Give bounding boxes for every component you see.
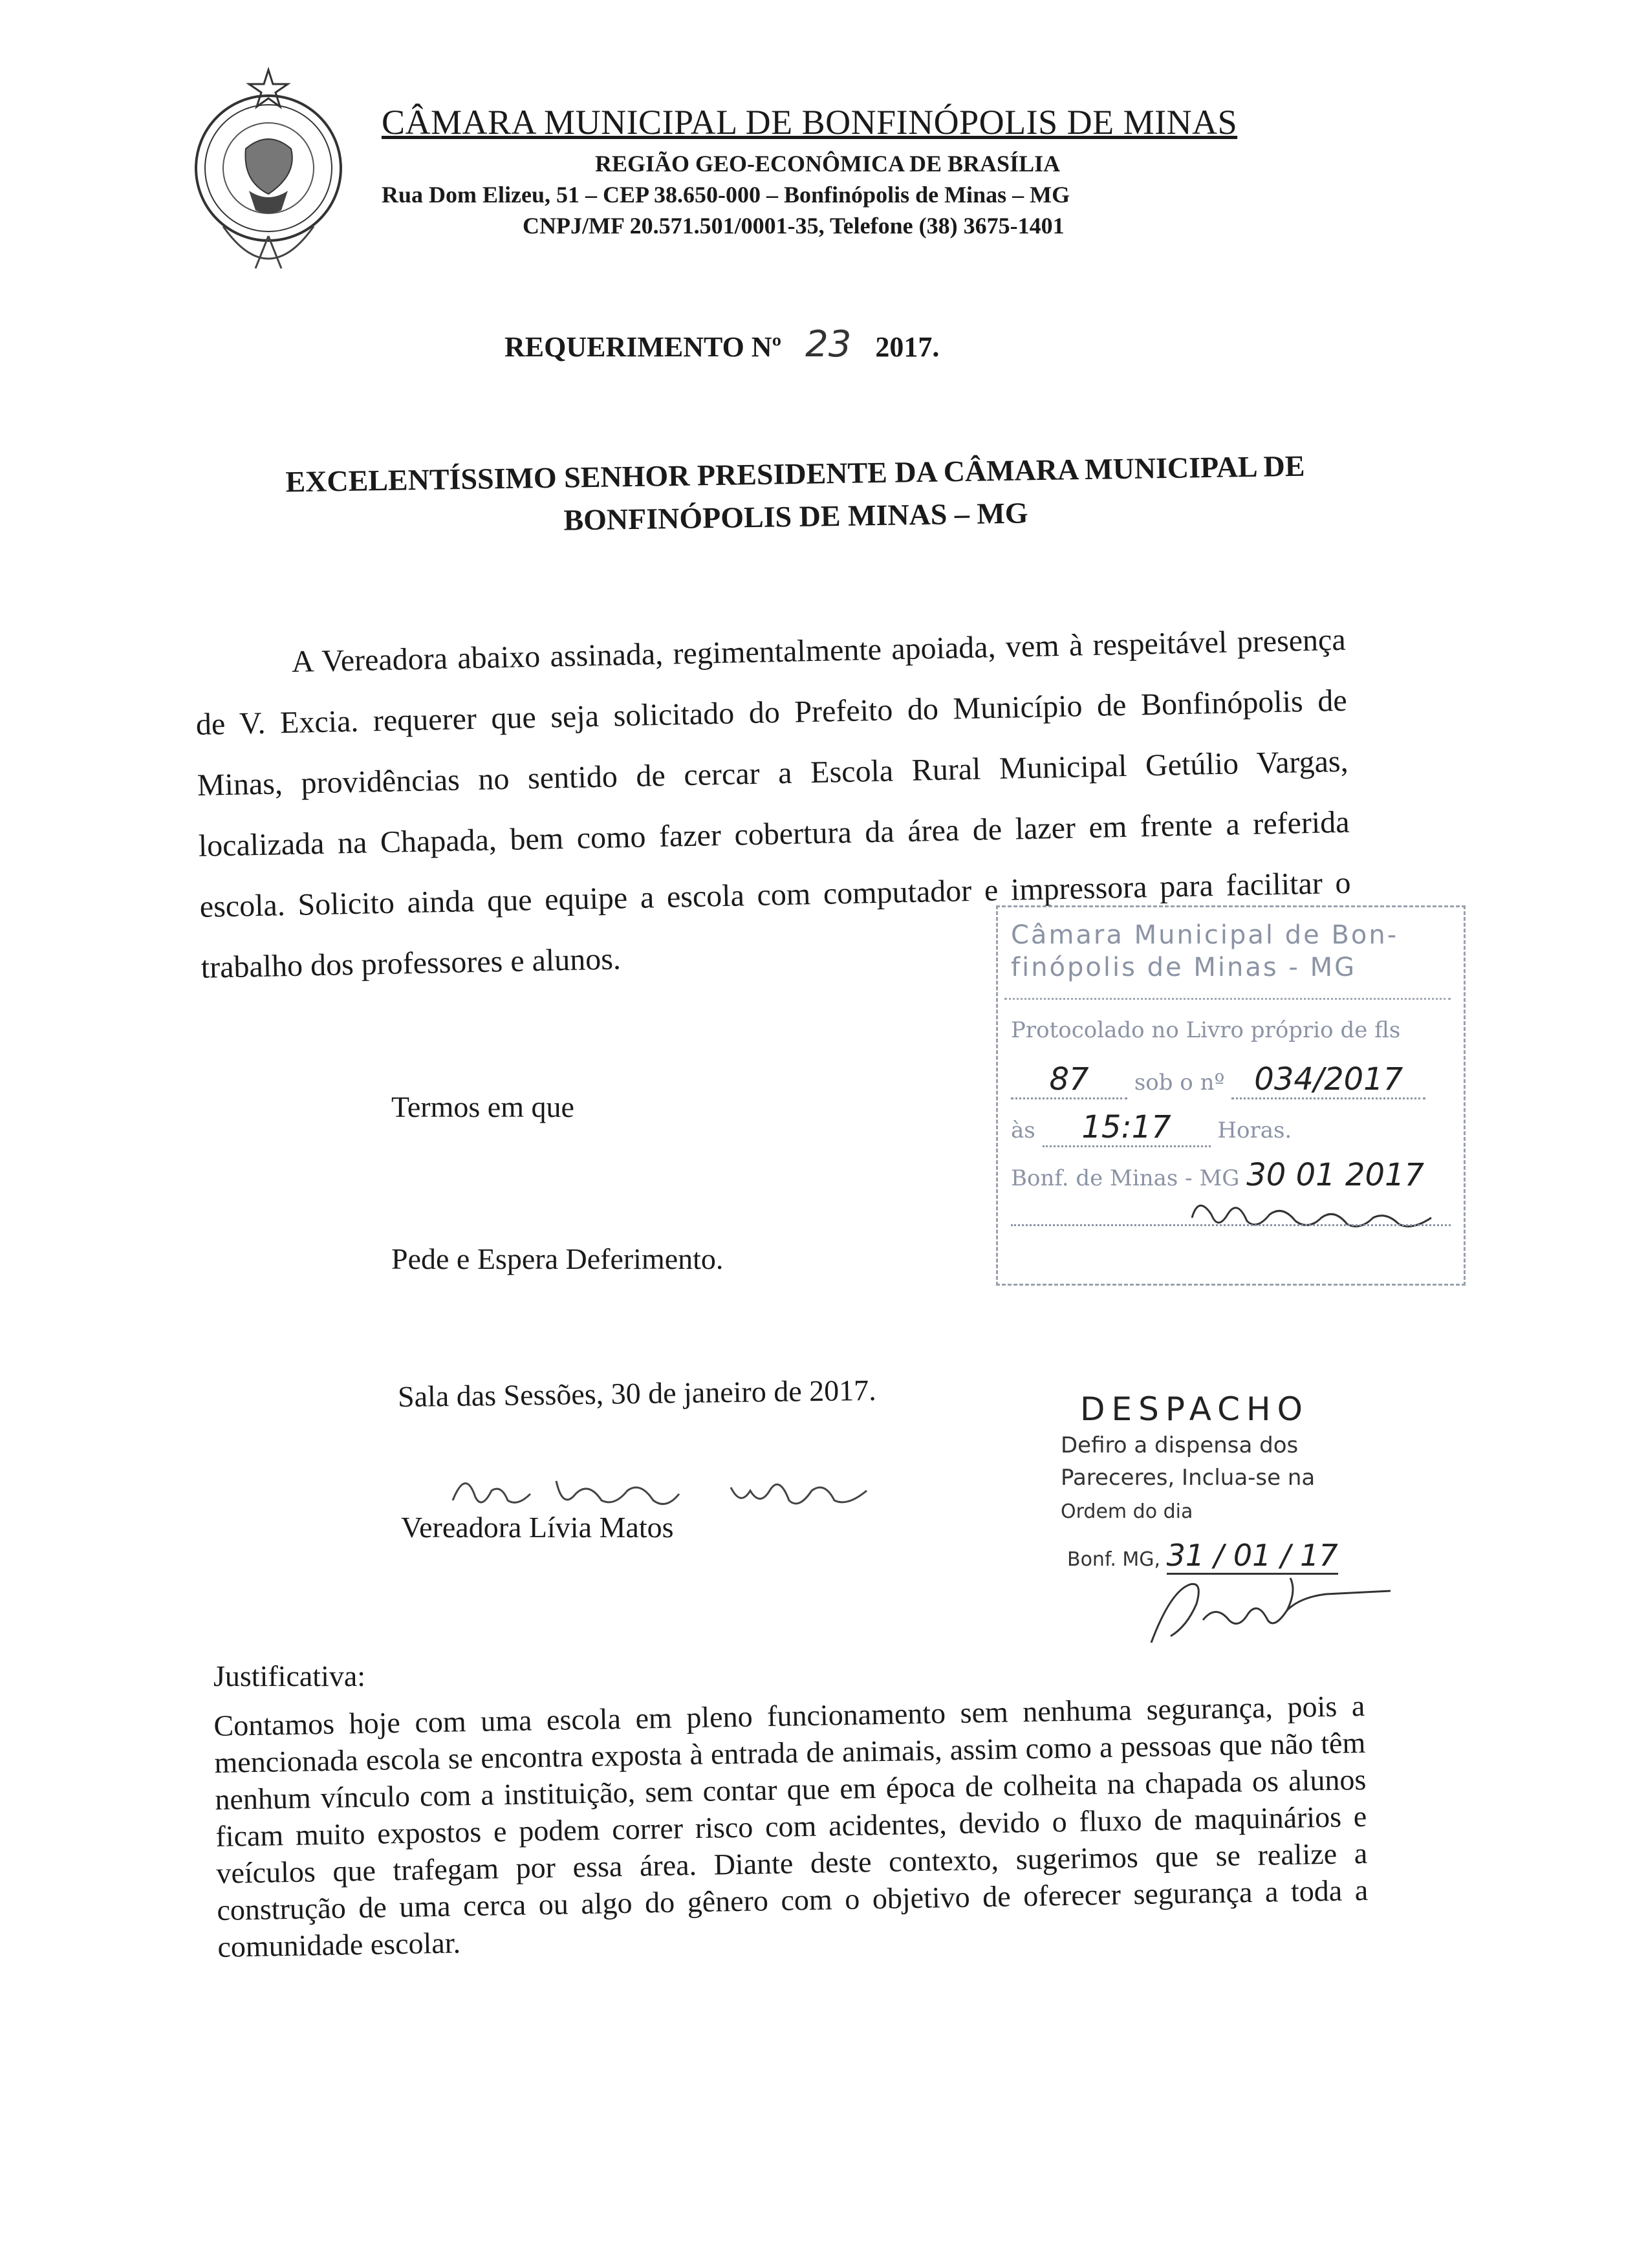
justification-label: Justificativa:: [213, 1659, 366, 1692]
stamp-horas-label: Horas.: [1217, 1118, 1292, 1143]
chamber-title: CÂMARA MUNICIPAL DE BONFINÓPOLIS DE MINAS: [382, 103, 1238, 142]
chamber-cnpj-phone: CNPJ/MF 20.571.501/0001-35, Telefone (38) 3675-1401: [523, 213, 1065, 239]
closing-termos: Termos em que: [391, 1090, 574, 1123]
municipal-seal-logo: [184, 65, 352, 272]
stamp-protocol-label: Protocolado no Livro próprio de fls: [1011, 1017, 1401, 1043]
stamp-signature-line: [1011, 1224, 1451, 1226]
despacho-line-1: Defiro a dispensa dos: [1061, 1432, 1299, 1458]
stamp-folio-row: [1011, 1061, 1425, 1099]
addressee-line-2: BONFINÓPOLIS DE MINAS – MG: [563, 496, 1028, 537]
request-paragraph: A Vereadora abaixo assinada, regimentalmente apoiada, vem à respeitável presença de V. Excia. requerer que seja solicitado do Prefeito do Município de Bonfinópolis de Minas, providências no sentido de cercar a Escola Rural Municipal Getúlio Vargas, localizada na Chapada, bem como fazer cobertura da área de lazer em frente a referida escola. Solicito ainda que equipe a escola com computador e impressora para facilitar o trabalho dos professores e alunos.: [195, 622, 1352, 985]
chamber-address: Rua Dom Elizeu, 51 – CEP 38.650-000 – Bonfinópolis de Minas – MG: [382, 182, 1070, 208]
stamp-divider: [1004, 998, 1451, 1000]
councilor-name: Vereadora Lívia Matos: [401, 1511, 674, 1544]
addressee-line-1: EXCELENTÍSSIMO SENHOR PRESIDENTE DA CÂMARA MUNICIPAL DE: [285, 449, 1305, 499]
stamp-folha: 87: [1011, 1061, 1127, 1099]
despacho-bonf-label: Bonf. MG,: [1067, 1548, 1161, 1571]
despacho-line-2: Pareceres, Inclua-se na: [1061, 1465, 1316, 1491]
despacho-date: 31 / 01 / 17: [1167, 1538, 1338, 1575]
requerimento-year: 2017.: [875, 331, 940, 363]
requerimento-prefix: REQUERIMENTO Nº: [504, 331, 782, 363]
stamp-time-row: [1011, 1109, 1292, 1147]
protocol-stamp: [996, 905, 1466, 1286]
requerimento-number: 23: [805, 323, 852, 365]
stamp-rubrica: [1186, 1192, 1444, 1240]
despacho-title: DESPACHO: [1080, 1390, 1309, 1428]
addressee-heading: [193, 443, 1398, 547]
closing-pede: Pede e Espera Deferimento.: [391, 1242, 724, 1275]
closing-location-date: Sala das Sessões, 30 de janeiro de 2017.: [397, 1373, 877, 1414]
despacho-signature: [1132, 1565, 1403, 1659]
stamp-bonf-label: Bonf. de Minas - MG: [1011, 1165, 1240, 1191]
stamp-sob-label: sob o nº: [1134, 1070, 1225, 1096]
stamp-date: 30 01 2017: [1246, 1157, 1425, 1193]
despacho-line-3: Ordem do dia: [1061, 1500, 1193, 1523]
stamp-organization: [1011, 919, 1398, 984]
requerimento-title: [504, 323, 939, 365]
stamp-org-line-2: finópolis de Minas - MG: [1011, 953, 1357, 982]
justification-paragraph: Contamos hoje com uma escola em pleno funcionamento sem nenhuma segurança, pois a mencionada escola se encontra exposta à entrada de animais, assim como a pessoas que não têm nenhum vínculo com a instituição, sem contar que em época de colheita na chapada os alunos ficam muito expostos e podem correr risco com acidentes, devido o fluxo de maquinários e veículos que trafegam por essa área. Diante deste contexto, sugerimos que se realize a construção de uma cerca ou algo do gênero com o objetivo de oferecer segurança a toda a comunidade escolar.: [213, 1689, 1369, 1963]
stamp-hora: 15:17: [1043, 1109, 1211, 1147]
chamber-region: REGIÃO GEO-ECONÔMICA DE BRASÍLIA: [595, 151, 1061, 177]
stamp-org-line-1: Câmara Municipal de Bon-: [1011, 920, 1399, 950]
stamp-as-label: às: [1011, 1118, 1035, 1143]
stamp-date-row: [1011, 1157, 1424, 1193]
stamp-numero: 034/2017: [1231, 1061, 1425, 1099]
justification-body: [213, 1687, 1369, 1965]
